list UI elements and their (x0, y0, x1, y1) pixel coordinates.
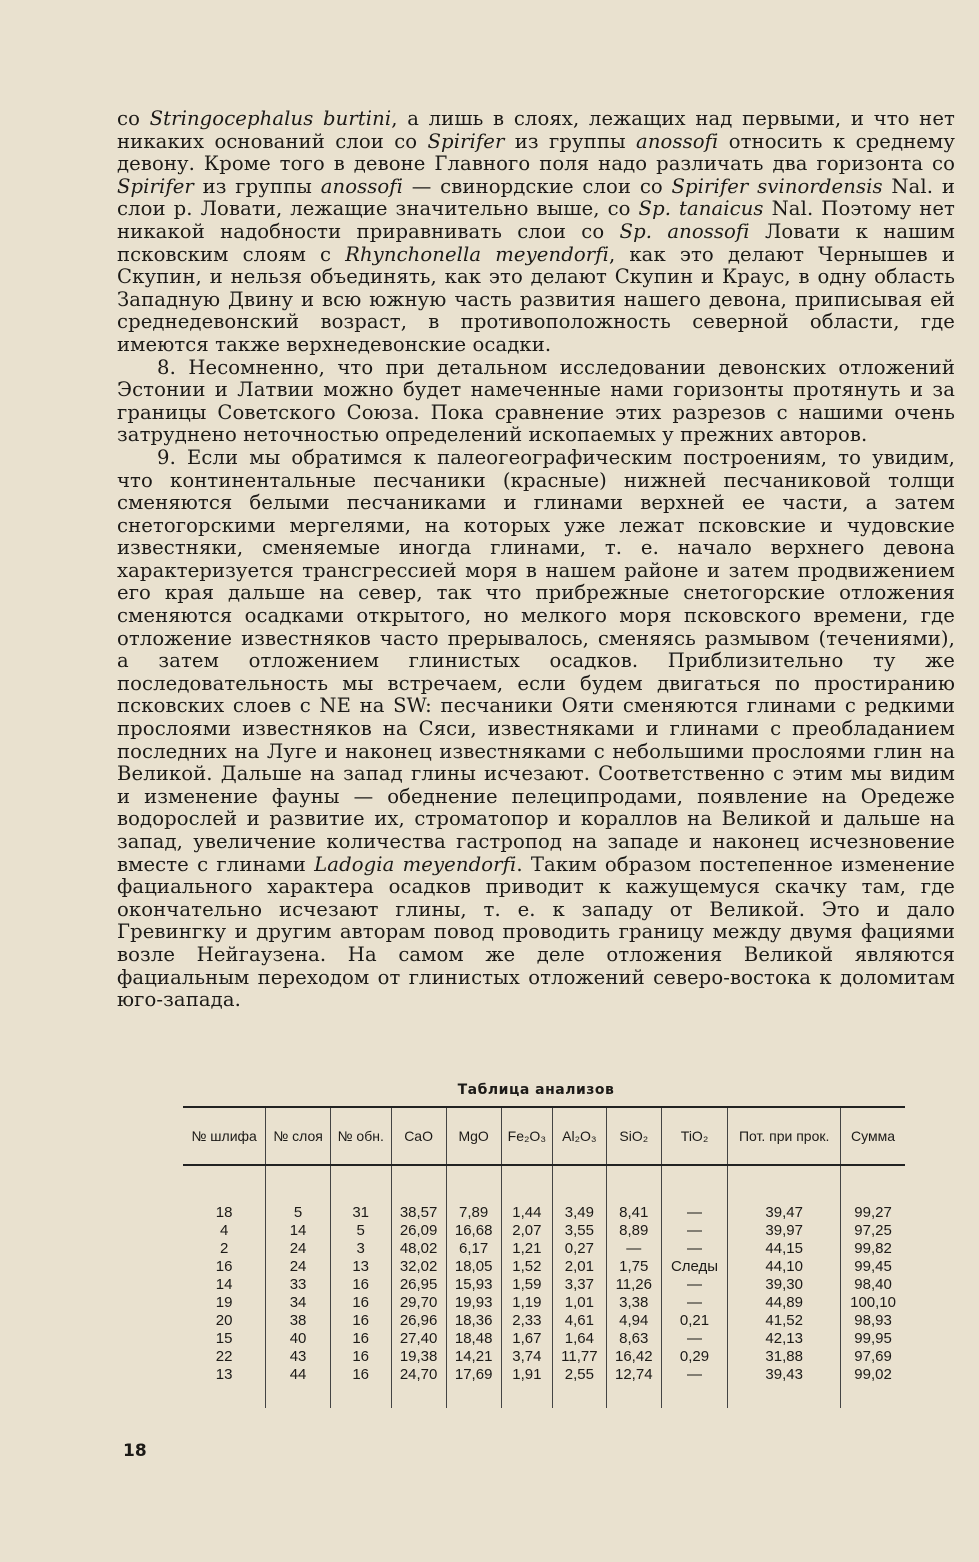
table-row (183, 1204, 905, 1222)
table-cell: 97,69 (841, 1348, 905, 1366)
body-text (117, 108, 955, 1012)
table-cell: 16,68 (446, 1222, 501, 1240)
table-cell: 29,70 (391, 1294, 446, 1312)
analysis-table (183, 1106, 905, 1408)
table-cell: 15 (215, 1330, 233, 1347)
table-cell: 2 (219, 1240, 229, 1257)
table-cell: — (661, 1294, 727, 1312)
column-header: Пот. при прок. (728, 1107, 841, 1165)
table-cell: 38,57 (391, 1204, 446, 1222)
table-cell: 41,52 (728, 1312, 841, 1330)
table-row (183, 1294, 905, 1312)
table-cell: 20 (215, 1312, 233, 1329)
table-body (183, 1165, 905, 1408)
table-cell: 39,43 (728, 1366, 841, 1384)
table-cell: 24 (266, 1240, 331, 1258)
column-header: MgO (446, 1107, 501, 1165)
table-cell: 31 (330, 1204, 391, 1222)
table-cell: 16 (330, 1276, 391, 1294)
paragraph: 9. Если мы обратимся к палеогеографическим построениям, то увидим, что континентальные песчаники (красные) нижней песчаниковой толщи сменяются белыми песчаниками и глинами верхней ее части, а затем снетогорскими мергелями, на которых уже лежат псковские и чудовские известняки, сменяемые иногда глинами, т. е. начало верхнего девона характеризуется трансгрессией моря в нашем районе и затем продвижением его края дальше на север, так что прибрежные снетогорские отложения сменяются осадками открытого, но мелкого моря псковского времени, где отложение известняков часто прерывалось, сменяясь размывом (течениями), а затем отложением глинистых осадков. Приблизительно ту же последовательность мы встречаем, если будем двигаться по простиранию псковских слоев с NE на SW: песчаники Ояти сменяются глинами с редкими прослоями известняков на Сяси, известняками и глинами с преобладанием последних на Луге и наконец известняками с небольшими прослоями глин на Великой. Дальше на запад глины исчезают. Соответственно с этим мы видим и изменение фауны — обеднение пелеципродами, появление на Оредеже водорослей и развитие их, строматопор и кораллов на Великой и дальше на запад, увеличение количества гастропод на западе и наконец исчезновение вместе с глинами Ladogia meyendorfi. Таким образом постепенное изменение фациального характера осадков приводит к кажущемуся скачку там, где окончательно исчезают глины, т. е. к западу от Великой. Это и дало Гревингку и другим авторам повод проводить границу между двумя фациями возле Нейгаузена. На самом же деле отложения Великой являются фациальным переходом от глинистых отложений северо-востока к доломитам юго-запада. (117, 445, 955, 1012)
table-cell: 1,64 (553, 1330, 607, 1348)
table-cell: — (661, 1366, 727, 1384)
table-spacer (183, 1165, 905, 1204)
table-cell: 8,89 (606, 1222, 661, 1240)
table-cell: 44,89 (728, 1294, 841, 1312)
table-cell: 19,38 (391, 1348, 446, 1366)
table-cell: 11,77 (553, 1348, 607, 1366)
table-cell: 1,21 (501, 1240, 552, 1258)
spacer-cell (728, 1165, 841, 1204)
table-cell: 8,41 (606, 1204, 661, 1222)
table-cell: 2,07 (501, 1222, 552, 1240)
paragraph: 8. Несомненно, что при детальном исследовании девонских отложений Эстонии и Латвии можно будет намеченные нами горизонты протянуть и за границы Советского Союза. Пока сравнение этих разрезов с нашими очень затруднено неточностью определений ископаемых у прежних авторов. (117, 355, 955, 447)
table-cell: 7,89 (446, 1204, 501, 1222)
spacer-cell (841, 1384, 905, 1408)
spacer-cell (183, 1165, 266, 1204)
column-header: Сумма (841, 1107, 905, 1165)
table-row (183, 1330, 905, 1348)
table-cell: 2,01 (553, 1258, 607, 1276)
table-cell: 1,01 (553, 1294, 607, 1312)
spacer-cell (553, 1384, 607, 1408)
column-header: Fe₂O₃ (501, 1107, 552, 1165)
table-row (183, 1222, 905, 1240)
spacer-cell (391, 1384, 446, 1408)
table-cell: — (606, 1240, 661, 1258)
table-cell: 98,40 (841, 1276, 905, 1294)
page-number: 18 (123, 1441, 147, 1461)
table-cell: 39,97 (728, 1222, 841, 1240)
spacer-cell (606, 1384, 661, 1408)
table-cell: 24 (266, 1258, 331, 1276)
table-cell: 39,30 (728, 1276, 841, 1294)
table-cell: 42,13 (728, 1330, 841, 1348)
table-row (183, 1366, 905, 1384)
spacer-cell (183, 1384, 266, 1408)
table-cell: 99,95 (841, 1330, 905, 1348)
column-header: TiO₂ (661, 1107, 727, 1165)
table-cell: 1,44 (501, 1204, 552, 1222)
table-cell: 22 (215, 1348, 233, 1365)
spacer-cell (446, 1165, 501, 1204)
spacer-cell (661, 1384, 727, 1408)
table-row (183, 1312, 905, 1330)
table-cell: 1,91 (501, 1366, 552, 1384)
table-cell: 19,93 (446, 1294, 501, 1312)
table-cell: 44 (266, 1366, 331, 1384)
table-cell: 97,25 (841, 1222, 905, 1240)
table-cell: 34 (266, 1294, 331, 1312)
table-spacer (183, 1384, 905, 1408)
table-cell: 3,37 (553, 1276, 607, 1294)
table-cell: 1,19 (501, 1294, 552, 1312)
table-cell: 16,42 (606, 1348, 661, 1366)
spacer-cell (446, 1384, 501, 1408)
column-header: № слоя (266, 1107, 331, 1165)
table-cell: 6,17 (446, 1240, 501, 1258)
spacer-cell (841, 1165, 905, 1204)
table-cell: — (661, 1330, 727, 1348)
table-cell: 5 (266, 1204, 331, 1222)
column-header: № шлифа (183, 1107, 266, 1165)
table-cell: 5 (330, 1222, 391, 1240)
table-cell: 13 (215, 1366, 233, 1383)
table-cell: 43 (266, 1348, 331, 1366)
table-cell: 17,69 (446, 1366, 501, 1384)
paragraph: со Stringocephalus burtini, а лишь в слоях, лежащих над первыми, и что нет никаких оснований слои со Spirifer из группы anossofi относить к среднему девону. Кроме того в девоне Главного поля надо различать два горизонта со Spirifer из группы anossofi — свинордские слои со Spirifer svinordensis Nal. и слои р. Ловати, лежащие значительно выше, со Sp. tanaicus Nal. Поэтому нет никакой надобности приравнивать слои со Sp. anossofi Ловати к нашим псковским слоям с Rhynchonella meyendorfi, как это делают Чернышев и Скупин, и нельзя объединять, как это делают Скупин и Краус, в одну область Западную Двину и всю южную часть развития нашего девона, приписывая ей среднедевонский возраст, в противоположность северной области, где имеются также верхнедевонские осадки. (117, 107, 955, 356)
table-cell: 99,27 (841, 1204, 905, 1222)
column-header: CaO (391, 1107, 446, 1165)
table-cell: 2,55 (553, 1366, 607, 1384)
table-cell: 3,55 (553, 1222, 607, 1240)
table-cell: — (661, 1276, 727, 1294)
table-cell: 14 (215, 1276, 233, 1293)
spacer-cell (606, 1165, 661, 1204)
table-cell: 1,67 (501, 1330, 552, 1348)
table-cell: 0,21 (661, 1312, 727, 1330)
table-cell: 3 (330, 1240, 391, 1258)
table-cell: 18,48 (446, 1330, 501, 1348)
table-cell: 40 (266, 1330, 331, 1348)
spacer-cell (330, 1165, 391, 1204)
table-cell: 4 (219, 1222, 229, 1239)
table-cell: — (661, 1240, 727, 1258)
table-cell: 18 (215, 1204, 233, 1221)
table-cell: — (661, 1204, 727, 1222)
table-cell: 16 (215, 1258, 233, 1275)
table-cell: 1,52 (501, 1258, 552, 1276)
table-cell: Следы (661, 1258, 727, 1276)
table-cell: 14,21 (446, 1348, 501, 1366)
table-cell: 12,74 (606, 1366, 661, 1384)
table-cell: 15,93 (446, 1276, 501, 1294)
table-cell: 16 (330, 1348, 391, 1366)
spacer-cell (330, 1384, 391, 1408)
table-cell: 48,02 (391, 1240, 446, 1258)
table-cell: 13 (330, 1258, 391, 1276)
table-cell: 19 (215, 1294, 233, 1311)
table-title: Таблица анализов (457, 1082, 615, 1098)
spacer-cell (501, 1165, 552, 1204)
table-cell: 4,61 (553, 1312, 607, 1330)
table-cell: 100,10 (841, 1294, 905, 1312)
column-header: № обн. (330, 1107, 391, 1165)
table-cell: 39,47 (728, 1204, 841, 1222)
table-cell: 26,95 (391, 1276, 446, 1294)
table-row (183, 1258, 905, 1276)
table-cell: 44,15 (728, 1240, 841, 1258)
table-cell: 99,82 (841, 1240, 905, 1258)
table-cell: 1,75 (606, 1258, 661, 1276)
spacer-cell (661, 1165, 727, 1204)
table-cell: 3,38 (606, 1294, 661, 1312)
column-header: Al₂O₃ (553, 1107, 607, 1165)
table-cell: 3,74 (501, 1348, 552, 1366)
table-cell: 8,63 (606, 1330, 661, 1348)
table-cell: 44,10 (728, 1258, 841, 1276)
table-cell: 99,45 (841, 1258, 905, 1276)
table-row (183, 1276, 905, 1294)
spacer-cell (391, 1165, 446, 1204)
table-cell: 14 (266, 1222, 331, 1240)
spacer-cell (266, 1165, 331, 1204)
table-cell: 26,96 (391, 1312, 446, 1330)
spacer-cell (266, 1384, 331, 1408)
table-cell: 3,49 (553, 1204, 607, 1222)
table-cell: 24,70 (391, 1366, 446, 1384)
table-cell: 16 (330, 1330, 391, 1348)
table-row (183, 1348, 905, 1366)
table-cell: 33 (266, 1276, 331, 1294)
table-cell: 16 (330, 1366, 391, 1384)
table-cell: 1,59 (501, 1276, 552, 1294)
table-cell: 16 (330, 1312, 391, 1330)
table-header-row (183, 1107, 905, 1165)
table-cell: 99,02 (841, 1366, 905, 1384)
table-cell: — (661, 1222, 727, 1240)
table-cell: 4,94 (606, 1312, 661, 1330)
table-cell: 11,26 (606, 1276, 661, 1294)
column-header: SiO₂ (606, 1107, 661, 1165)
table-cell: 26,09 (391, 1222, 446, 1240)
table-cell: 32,02 (391, 1258, 446, 1276)
table-cell: 27,40 (391, 1330, 446, 1348)
table-cell: 0,27 (553, 1240, 607, 1258)
spacer-cell (501, 1384, 552, 1408)
table-cell: 98,93 (841, 1312, 905, 1330)
table-cell: 31,88 (728, 1348, 841, 1366)
table-cell: 0,29 (661, 1348, 727, 1366)
table-row (183, 1240, 905, 1258)
table-cell: 18,05 (446, 1258, 501, 1276)
table-cell: 2,33 (501, 1312, 552, 1330)
spacer-cell (553, 1165, 607, 1204)
table-cell: 38 (266, 1312, 331, 1330)
table-cell: 16 (330, 1294, 391, 1312)
spacer-cell (728, 1384, 841, 1408)
table-cell: 18,36 (446, 1312, 501, 1330)
